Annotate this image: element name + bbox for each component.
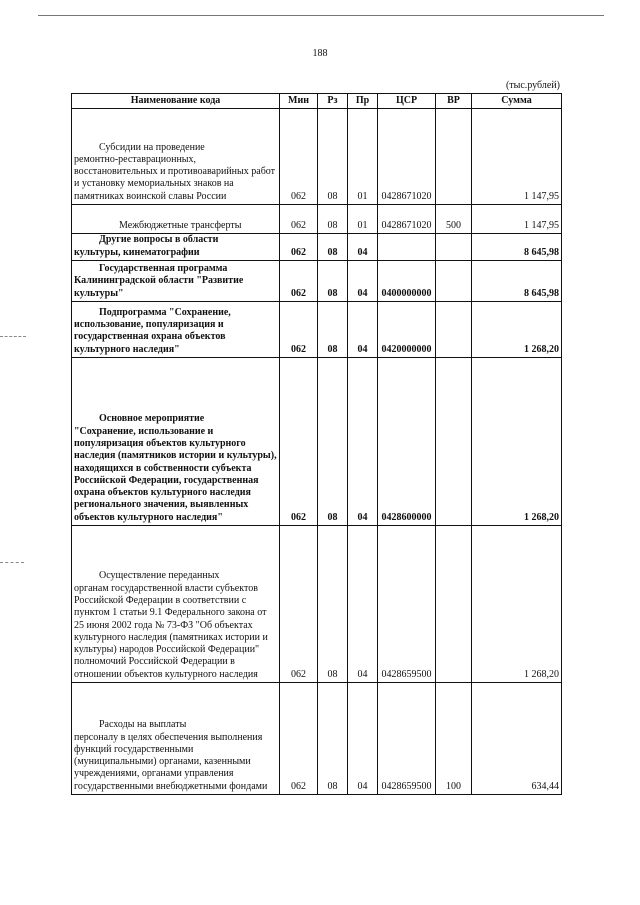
row-csr: 0428659500: [378, 526, 436, 683]
row-vr: 500: [436, 205, 472, 234]
row-min: 062: [280, 261, 318, 302]
row-sum: 8 645,98: [472, 261, 562, 302]
row-sum: 634,44: [472, 683, 562, 795]
row-csr: 0428659500: [378, 683, 436, 795]
table-row: [72, 358, 562, 526]
row-sum: 8 645,98: [472, 234, 562, 261]
header-name: Наименование кода: [72, 94, 280, 109]
row-vr: [436, 302, 472, 358]
row-name-lead: Субсидии на проведение: [99, 141, 205, 153]
row-vr: [436, 526, 472, 683]
row-vr: [436, 234, 472, 261]
row-rz: 08: [318, 205, 348, 234]
row-pr: 04: [348, 302, 378, 358]
row-vr: [436, 109, 472, 205]
row-name-cell: [72, 261, 280, 302]
row-pr: 04: [348, 358, 378, 526]
row-pr: 04: [348, 261, 378, 302]
row-rz: 08: [318, 302, 348, 358]
header-pr: Пр: [348, 94, 378, 109]
row-name-lead: Другие вопросы в области: [99, 234, 219, 246]
scan-edge-mark: [0, 336, 26, 337]
header-rz: Рз: [318, 94, 348, 109]
table-row: [72, 205, 562, 234]
row-pr: 04: [348, 683, 378, 795]
row-min: 062: [280, 109, 318, 205]
budget-table: [71, 93, 562, 795]
row-sum: 1 147,95: [472, 205, 562, 234]
row-csr: [378, 234, 436, 261]
row-name-lead: Основное мероприятие: [99, 413, 205, 425]
row-name-rest: персоналу в целях обеспечения выполнения функций государственными (муниципальными) органами, казенными учреждениями, органами управления государственными внебюджетными фондами: [74, 731, 268, 792]
row-vr: [436, 261, 472, 302]
row-rz: 08: [318, 358, 348, 526]
row-min: 062: [280, 234, 318, 261]
header-vr: ВР: [436, 94, 472, 109]
table-header-row: [72, 94, 562, 109]
row-csr: 0420000000: [378, 302, 436, 358]
row-csr: 0400000000: [378, 261, 436, 302]
row-csr: 0428671020: [378, 205, 436, 234]
row-csr: 0428600000: [378, 358, 436, 526]
row-name-rest: органам государственной власти субъектов Российской Федерации в соответствии с пунктом 1 статьи 9.1 Федерального закона от 25 июня 2002 года № 73-ФЗ "Об объектах культурного наследия (памятниках истории и культуры) народов Российской Федерации" полномочий Российской Федерации в отношении объектов культурного наследия: [74, 582, 268, 680]
row-pr: 01: [348, 205, 378, 234]
row-min: 062: [280, 358, 318, 526]
scan-edge-mark: [0, 562, 24, 563]
row-sum: 1 268,20: [472, 526, 562, 683]
row-min: 062: [280, 683, 318, 795]
units-label: (тыс.рублей): [505, 80, 560, 91]
row-vr: 100: [436, 683, 472, 795]
table-row: [72, 683, 562, 795]
page-number: 188: [312, 48, 328, 59]
row-name-rest: ремонтно-реставрационных, восстановительных и противоаварийных работ и установку мемориальных знаков на памятниках воинской славы России: [74, 153, 276, 202]
table-row: [72, 234, 562, 261]
row-rz: 08: [318, 261, 348, 302]
row-name-cell: [72, 526, 280, 683]
row-pr: 04: [348, 234, 378, 261]
row-sum: 1 268,20: [472, 302, 562, 358]
row-pr: 01: [348, 109, 378, 205]
row-pr: 04: [348, 526, 378, 683]
row-name-cell: [72, 683, 280, 795]
scan-border-line: [38, 15, 604, 16]
row-name-cell: [72, 358, 280, 526]
row-name-lead: Расходы на выплаты: [99, 719, 187, 731]
row-name-cell: [72, 302, 280, 358]
row-rz: 08: [318, 683, 348, 795]
row-name-lead: Осуществление переданных: [99, 570, 220, 582]
table-row: [72, 261, 562, 302]
row-sum: 1 147,95: [472, 109, 562, 205]
row-name-cell: [72, 109, 280, 205]
row-csr: 0428671020: [378, 109, 436, 205]
header-sum: Сумма: [472, 94, 562, 109]
row-name-rest: культуры, кинематографии: [74, 246, 200, 258]
row-name-lead: Подпрограмма "Сохранение,: [99, 306, 231, 318]
row-name-lead: Межбюджетные трансферты: [119, 219, 242, 231]
header-csr: ЦСР: [378, 94, 436, 109]
row-min: 062: [280, 526, 318, 683]
row-name-rest: Калининградской области "Развитие культуры": [74, 275, 244, 299]
row-rz: 08: [318, 234, 348, 261]
row-name-rest: использование, популяризация и государственная охрана объектов культурного наследия": [74, 319, 226, 355]
table-row: [72, 302, 562, 358]
row-rz: 08: [318, 526, 348, 683]
row-min: 062: [280, 205, 318, 234]
row-name-rest: "Сохранение, использование и популяризация объектов культурного наследия (памятников истории и культуры), находящихся в собственности субъекта Российской Федерации, государственная охрана объектов культурного наследия регионального значения, выявленных объектов культурного наследия": [74, 425, 277, 523]
row-name-cell: [72, 234, 280, 261]
header-min: Мин: [280, 94, 318, 109]
table-row: [72, 109, 562, 205]
table-row: [72, 526, 562, 683]
row-vr: [436, 358, 472, 526]
row-name-lead: Государственная программа: [99, 263, 228, 275]
row-rz: 08: [318, 109, 348, 205]
row-min: 062: [280, 302, 318, 358]
row-sum: 1 268,20: [472, 358, 562, 526]
row-name-cell: [72, 205, 280, 234]
